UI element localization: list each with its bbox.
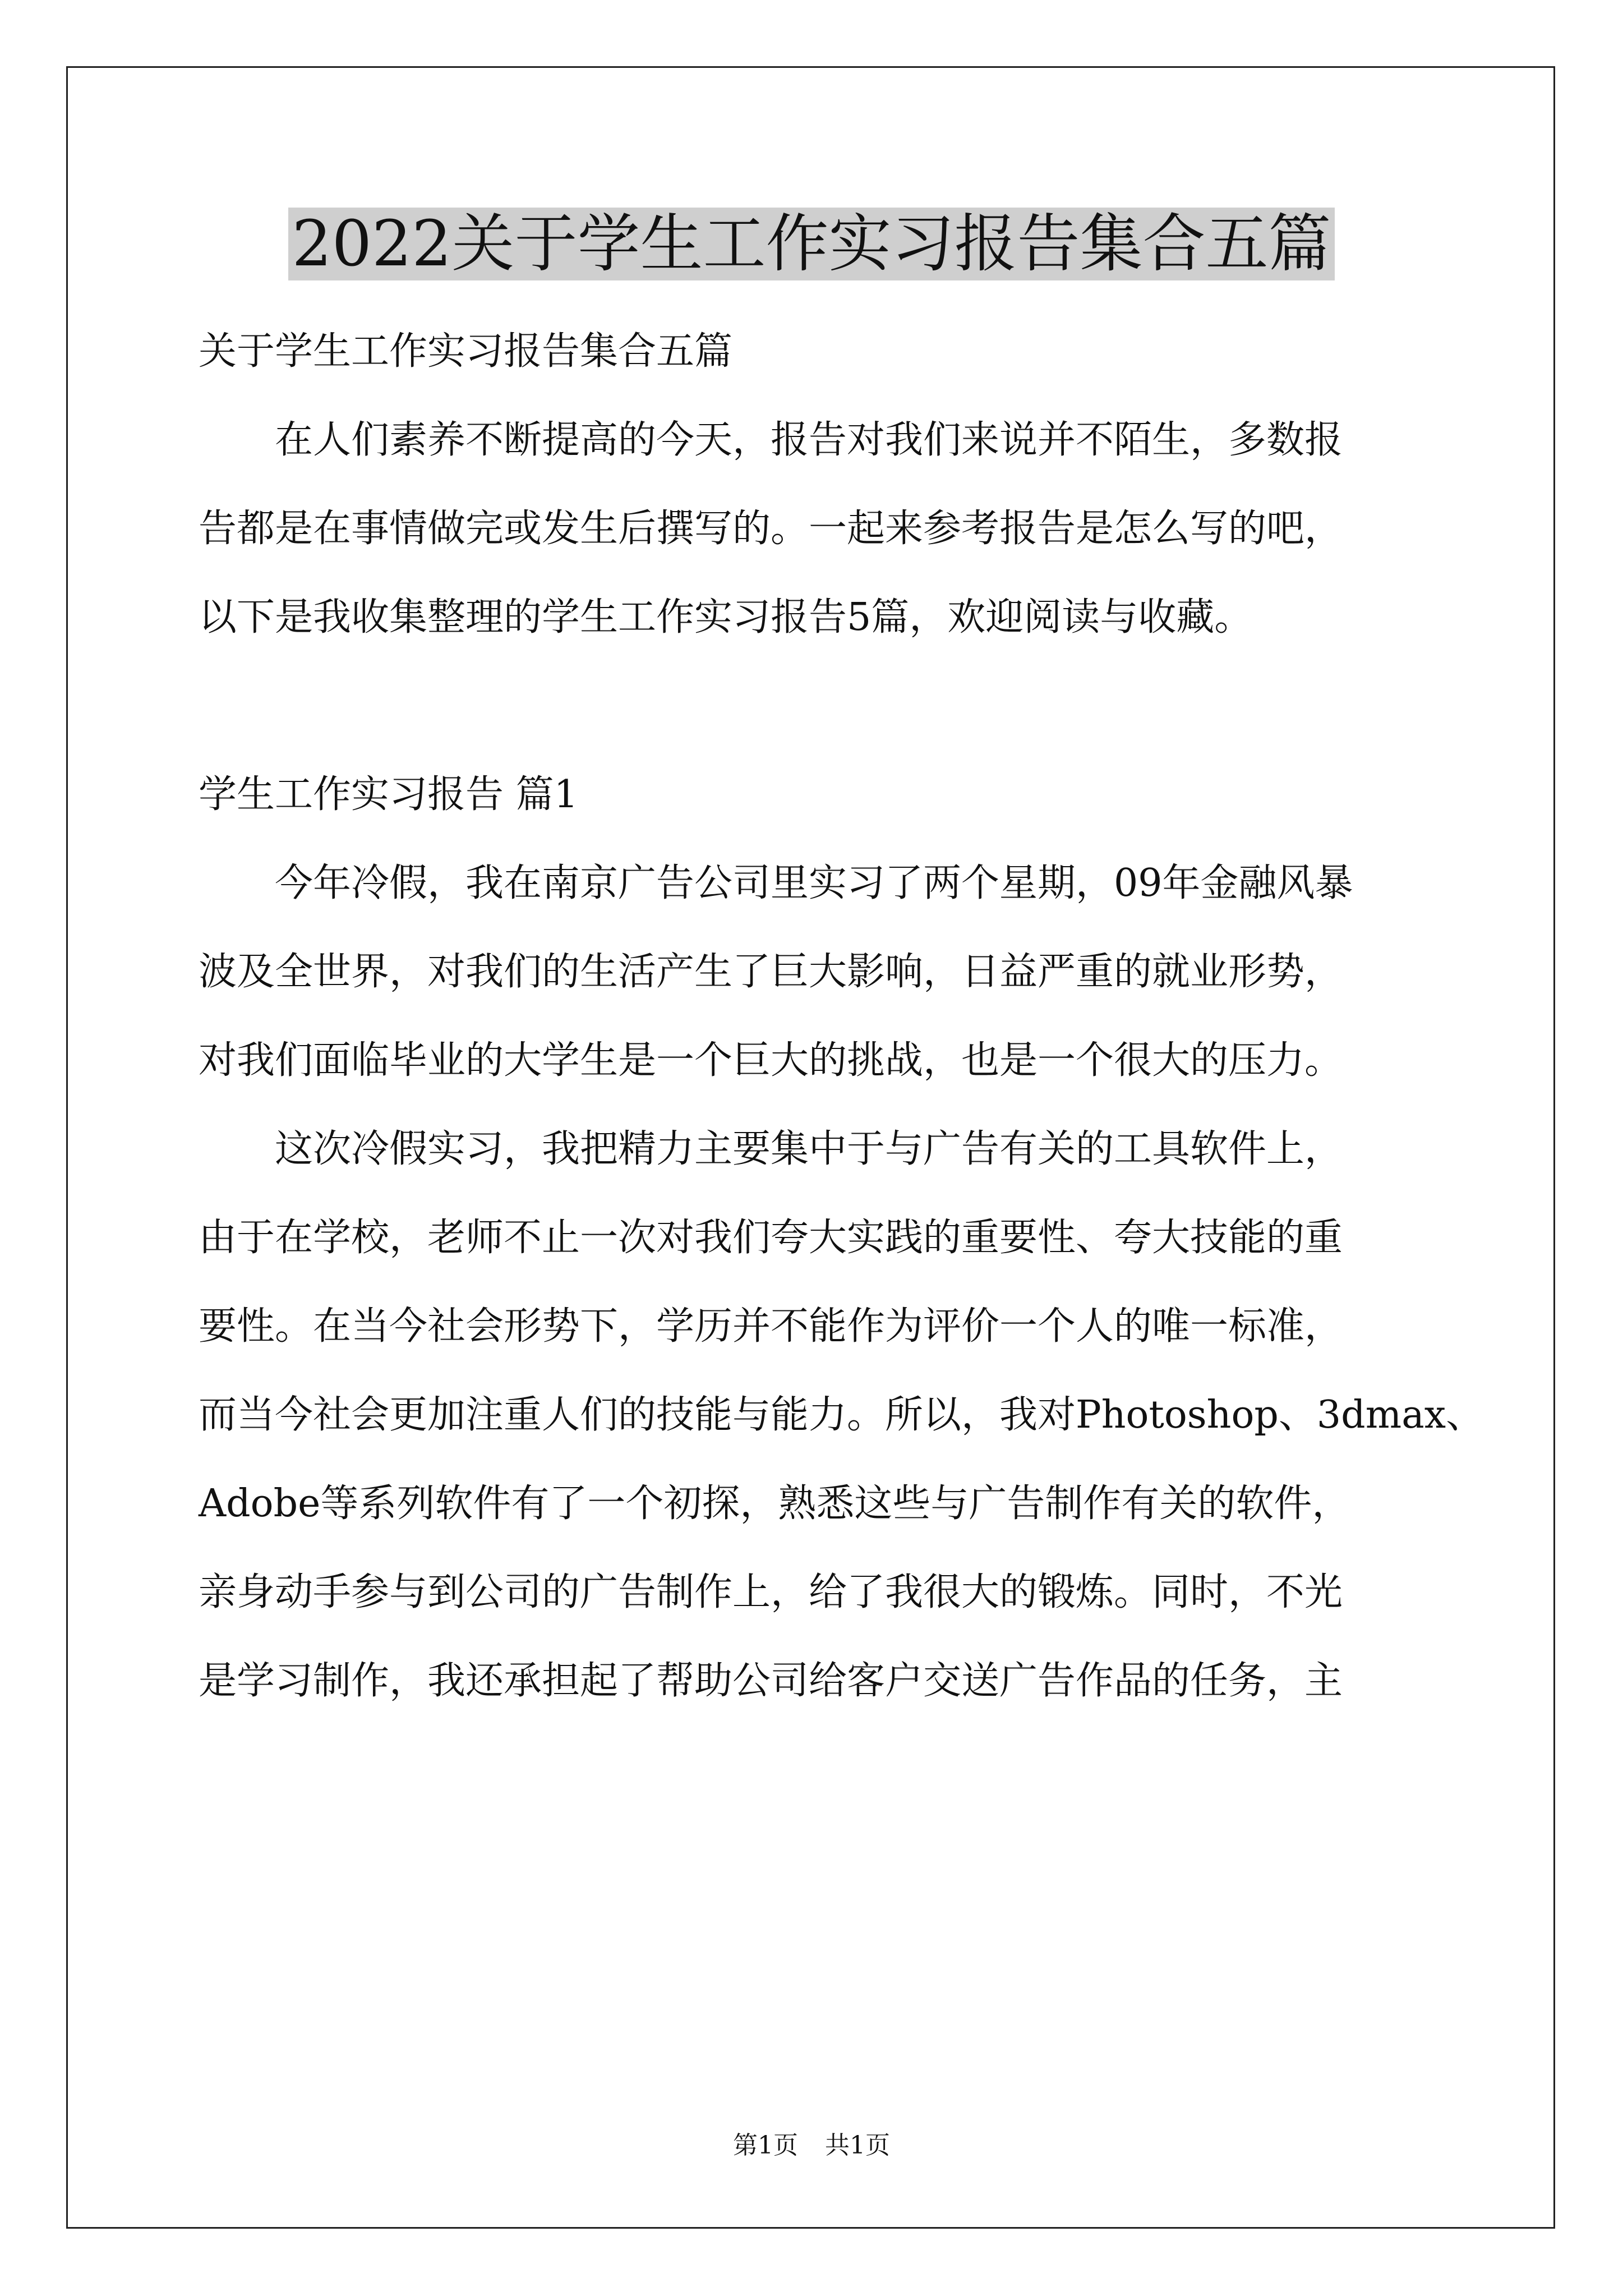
- page-footer: [0, 2129, 1623, 2162]
- body-line-5: 由于在学校，老师不止一次对我们夸大实践的重要性、夸大技能的重: [199, 1216, 1343, 1260]
- body-line-6: 要性。在当今社会形势下，学历并不能作为评价一个人的唯一标准，: [199, 1304, 1343, 1349]
- page-total: 共1页: [825, 2131, 890, 2160]
- document-title-text: 2022关于学生工作实习报告集合五篇: [288, 208, 1334, 280]
- section-heading: 学生工作实习报告 篇1: [199, 772, 578, 817]
- intro-line-3: 以下是我收集整理的学生工作实习报告5篇，欢迎阅读与收藏。: [199, 595, 1253, 639]
- document-title: [0, 202, 1623, 286]
- body-line-10: 是学习制作，我还承担起了帮助公司给客户交送广告作品的任务，主: [199, 1659, 1343, 1703]
- intro-line-1: 在人们素养不断提高的今天，报告对我们来说并不陌生，多数报: [199, 418, 1343, 462]
- body-line-2: 波及全世界，对我们的生活产生了巨大影响，日益严重的就业形势，: [199, 950, 1343, 994]
- body-line-8: Adobe等系列软件有了一个初探，熟悉这些与广告制作有关的软件，: [199, 1481, 1350, 1526]
- body-line-7: 而当今社会更加注重人们的技能与能力。所以，我对Photoshop、3dmax、: [199, 1393, 1484, 1437]
- document-body: [199, 307, 1484, 1726]
- section-gap: [199, 662, 1438, 751]
- page-number: 第1页: [733, 2131, 798, 2160]
- body-line-3: 对我们面临毕业的大学生是一个巨大的挑战，也是一个很大的压力。: [199, 1038, 1343, 1083]
- body-line-4: 这次冷假实习，我把精力主要集中于与广告有关的工具软件上，: [199, 1127, 1343, 1171]
- intro-line-2: 告都是在事情做完或发生后撰写的。一起来参考报告是怎么写的吧，: [199, 507, 1343, 551]
- body-line-1: 今年冷假，我在南京广告公司里实习了两个星期，09年金融风暴: [199, 861, 1353, 905]
- subtitle: 关于学生工作实习报告集合五篇: [199, 329, 733, 374]
- body-line-9: 亲身动手参与到公司的广告制作上，给了我很大的锻炼。同时，不光: [199, 1570, 1343, 1614]
